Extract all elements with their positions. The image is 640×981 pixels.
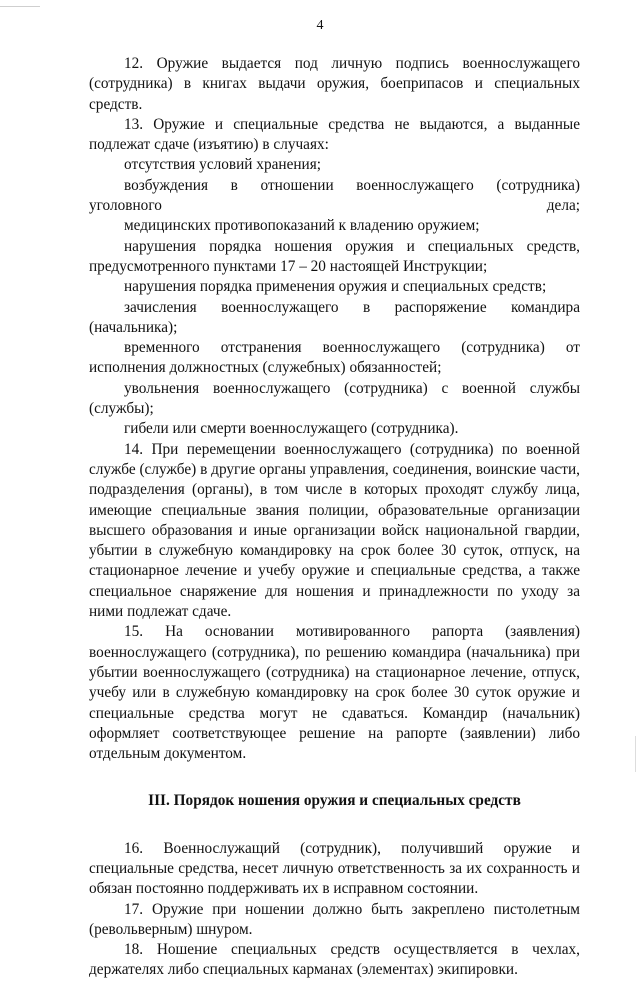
scan-corner-mark [0,0,40,7]
paragraph-13: 13. Оружие и специальные средства не выдаются, а выданные подлежат сдаче (изъятию) в случаях: [89,115,580,154]
list-item-death: гибели или смерти военнослужащего (сотрудника). [124,420,459,438]
list-item-medical: медицинских противопоказаний к владению оружием; [124,217,480,235]
page-number: 4 [316,18,324,33]
list-item-criminal-case: возбуждения в отношении военнослужащего (сотрудника) уголовного дела; [89,176,580,215]
list-item-storage: отсутствия условий хранения; [124,156,322,174]
list-item-carry-violation: нарушения порядка ношения оружия и специальных средств, предусмотренного пунктами 17 – 20 настоящей Инструкции; [89,237,580,275]
paragraph-12: 12. Оружие выдается под личную подпись военнослужащего (сотрудника) в книгах выдачи оружия, боеприпасов и специальных средств. [89,55,580,113]
list-item-dismissal: увольнения военнослужащего (сотрудника) с военной службы (службы); [89,379,580,418]
paragraph-18: 18. Ношение специальных средств осуществляется в чехлах, держателях либо специальных карманах (элементах) экипировки. [89,941,580,979]
paragraph-15: 15. На основании мотивированного рапорта (заявления) военнослужащего (сотрудника), по решению командира (начальника) при убытии военнослужащего (сотрудника) на стационарное лечение, отпуск, учебу или в служебную командировку на срок более 30 суток оружие и специальные средства могут не сдаваться. Командир (начальник) оформляет соответствующее решение на рапорте (заявлении) либо отдельным документом. [89,623,580,763]
paragraph-16: 16. Военнослужащий (сотрудник), получивший оружие и специальные средства, несет личную ответственность за их сохранность и обязан постоянно поддерживать их в исправном состоянии. [89,839,580,898]
list-item-use-violation: нарушения порядка применения оружия и специальных средств; [124,278,547,296]
document-body [89,54,580,981]
scan-edge-mark [635,736,636,772]
section-title: III. Порядок ношения оружия и специальных средств [148,792,521,810]
list-item-disposal: зачисления военнослужащего в распоряжение командира (начальника); [89,298,580,336]
list-item-suspension: временного отстранения военнослужащего (сотрудника) от исполнения должностных (служебных) обязанностей; [89,339,580,377]
paragraph-17: 17. Оружие при ношении должно быть закреплено пистолетным (револьверным) шнуром. [89,900,580,938]
paragraph-14: 14. При перемещении военнослужащего (сотрудника) по военной службе (службе) в другие органы управления, соединения, воинские части, подразделения (органы), в том числе в которых проходят службу лица, имеющие специальные звания полиции, образовательные организации высшего образования и иные организации войск национальной гвардии, убытии в служебную командировку на срок более 30 суток, отпуск, на стационарное лечение и учебу оружие и специальные средства, а также специальное снаряжение для ношения и принадлежности по уходу за ними подлежат сдаче. [89,440,580,621]
